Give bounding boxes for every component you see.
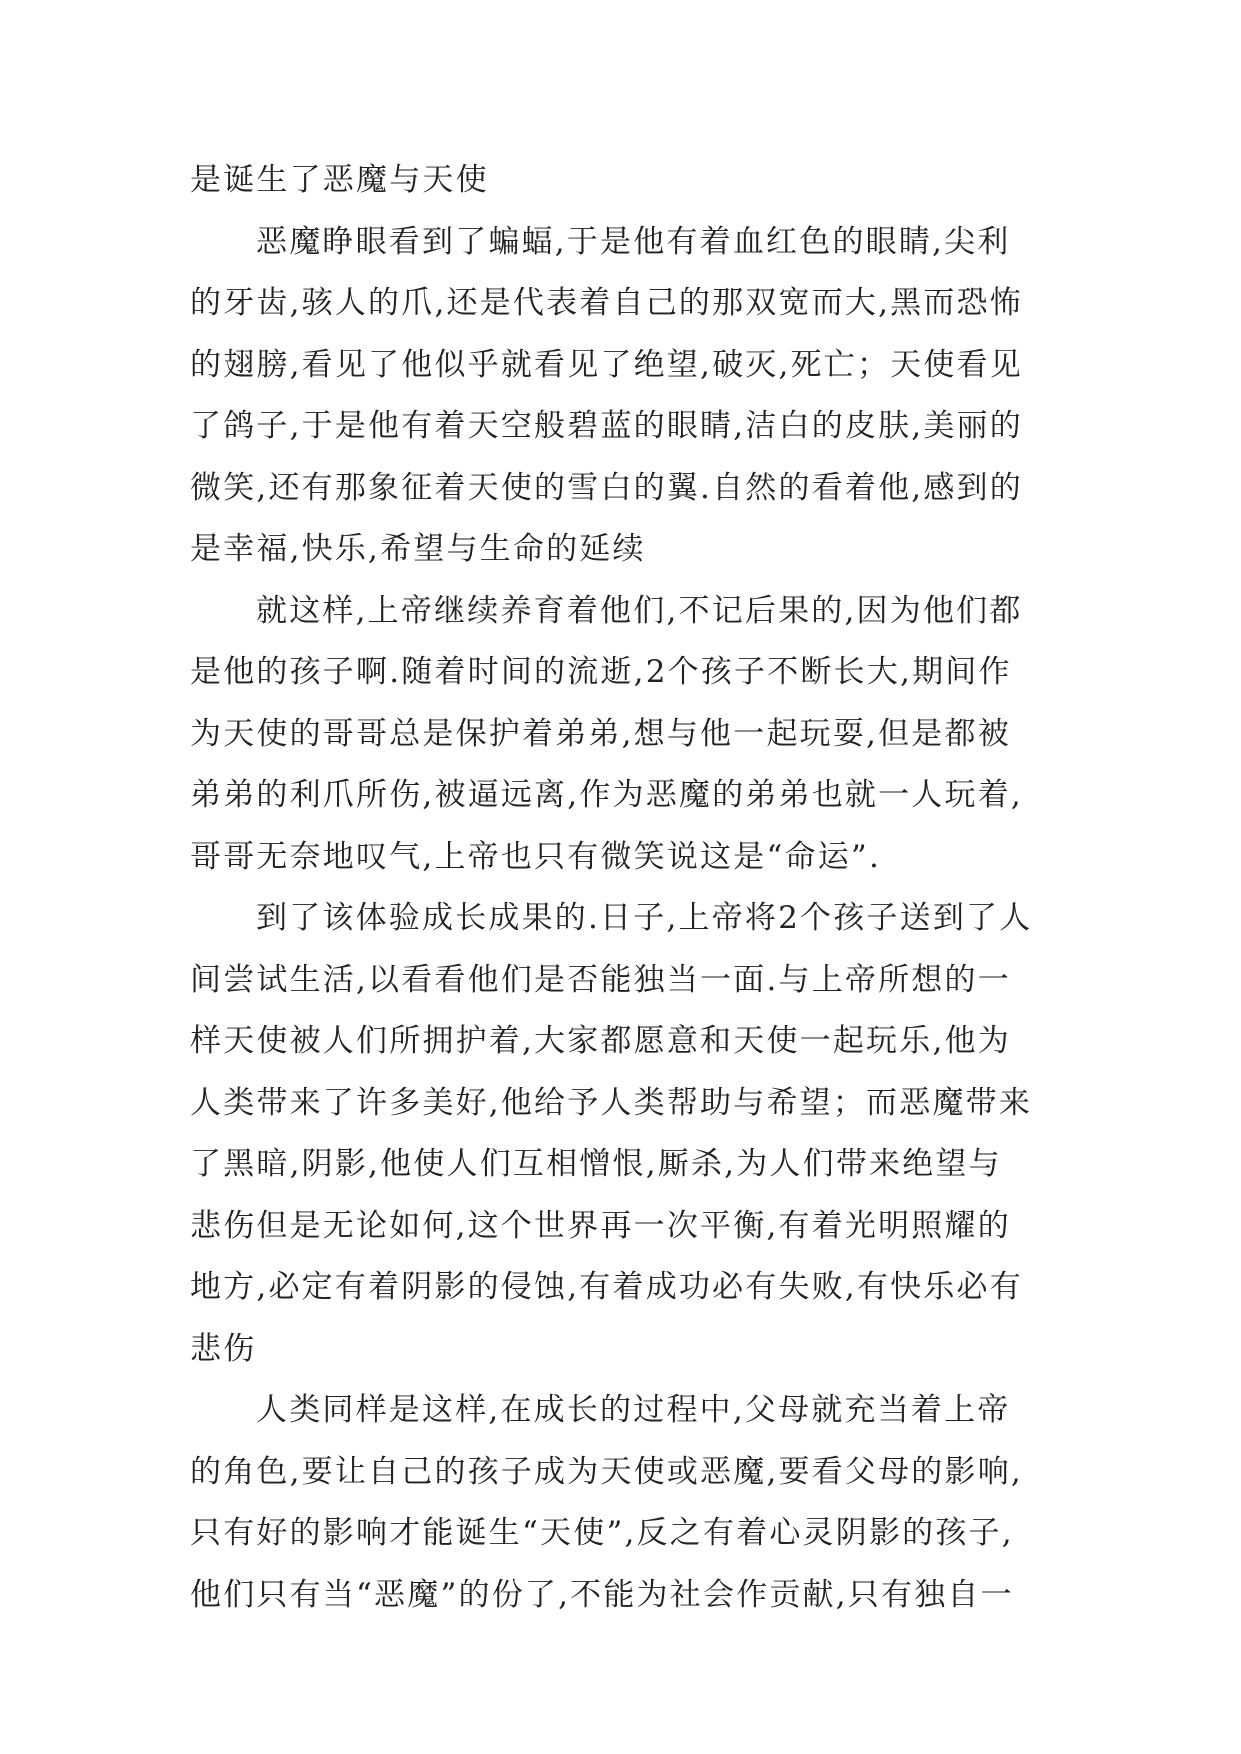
- text-line: 的牙齿,骇人的爪,还是代表着自己的那双宽而大,黑而恐怖: [190, 285, 1023, 321]
- text-line: 是他的孩子啊.随着时间的流逝,2个孩子不断长大,期间作: [190, 654, 1012, 690]
- text-line: 人类带来了许多美好,他给予人类帮助与希望；而恶魔带来: [190, 1084, 1033, 1121]
- text-line: 了鸽子,于是他有着天空般碧蓝的眼睛,洁白的皮肤,美丽的: [190, 408, 1023, 444]
- text-line: 是诞生了恶魔与天使: [190, 162, 489, 198]
- text-line: 就这样,上帝继续养育着他们,不记后果的,因为他们都: [256, 592, 1023, 629]
- text-line: 的角色,要让自己的孩子成为天使或恶魔,要看父母的影响,: [190, 1453, 1023, 1490]
- document-body: [190, 150, 1050, 1626]
- text-line: 哥哥无奈地叹气,上帝也只有微笑说这是“命运”.: [190, 838, 882, 875]
- text-line: 人类同样是这样,在成长的过程中,父母就充当着上帝: [256, 1392, 1011, 1428]
- text-line: 是幸福,快乐,希望与生命的延续: [190, 531, 646, 567]
- text-line: 恶魔睁眼看到了蝙蝠,于是他有着血红色的眼睛,尖利: [256, 223, 1011, 260]
- text-line: 间尝试生活,以看看他们是否能独当一面.与上帝所想的一: [190, 961, 1011, 998]
- text-line: 为天使的哥哥总是保护着弟弟,想与他一起玩耍,但是都被: [190, 715, 1011, 752]
- text-line: 悲伤但是无论如何,这个世界再一次平衡,有着光明照耀的: [190, 1207, 1011, 1244]
- text-line: 到了该体验成长成果的.日子,上帝将2个孩子送到了人: [256, 900, 1033, 936]
- text-line: 悲伤: [190, 1330, 257, 1367]
- text-line: 样天使被人们所拥护着,大家都愿意和天使一起玩乐,他为: [190, 1023, 1011, 1059]
- text-line: 了黑暗,阴影,他使人们互相憎恨,厮杀,为人们带来绝望与: [190, 1146, 1002, 1182]
- text-line: 微笑,还有那象征着天使的雪白的翼.自然的看着他,感到的: [190, 469, 1023, 506]
- text-line: 只有好的影响才能诞生“天使”,反之有着心灵阴影的孩子,: [190, 1515, 1014, 1551]
- text-line: 他们只有当“恶魔”的份了,不能为社会作贡献,只有独自一: [190, 1576, 1014, 1613]
- text-line: 地方,必定有着阴影的侵蚀,有着成功必有失败,有快乐必有: [190, 1269, 1023, 1305]
- text-line: 弟弟的利爪所伤,被逼远离,作为恶魔的弟弟也就一人玩着,: [190, 777, 1023, 813]
- text-line: 的翅膀,看见了他似乎就看见了绝望,破灭,死亡；天使看见: [190, 346, 1023, 383]
